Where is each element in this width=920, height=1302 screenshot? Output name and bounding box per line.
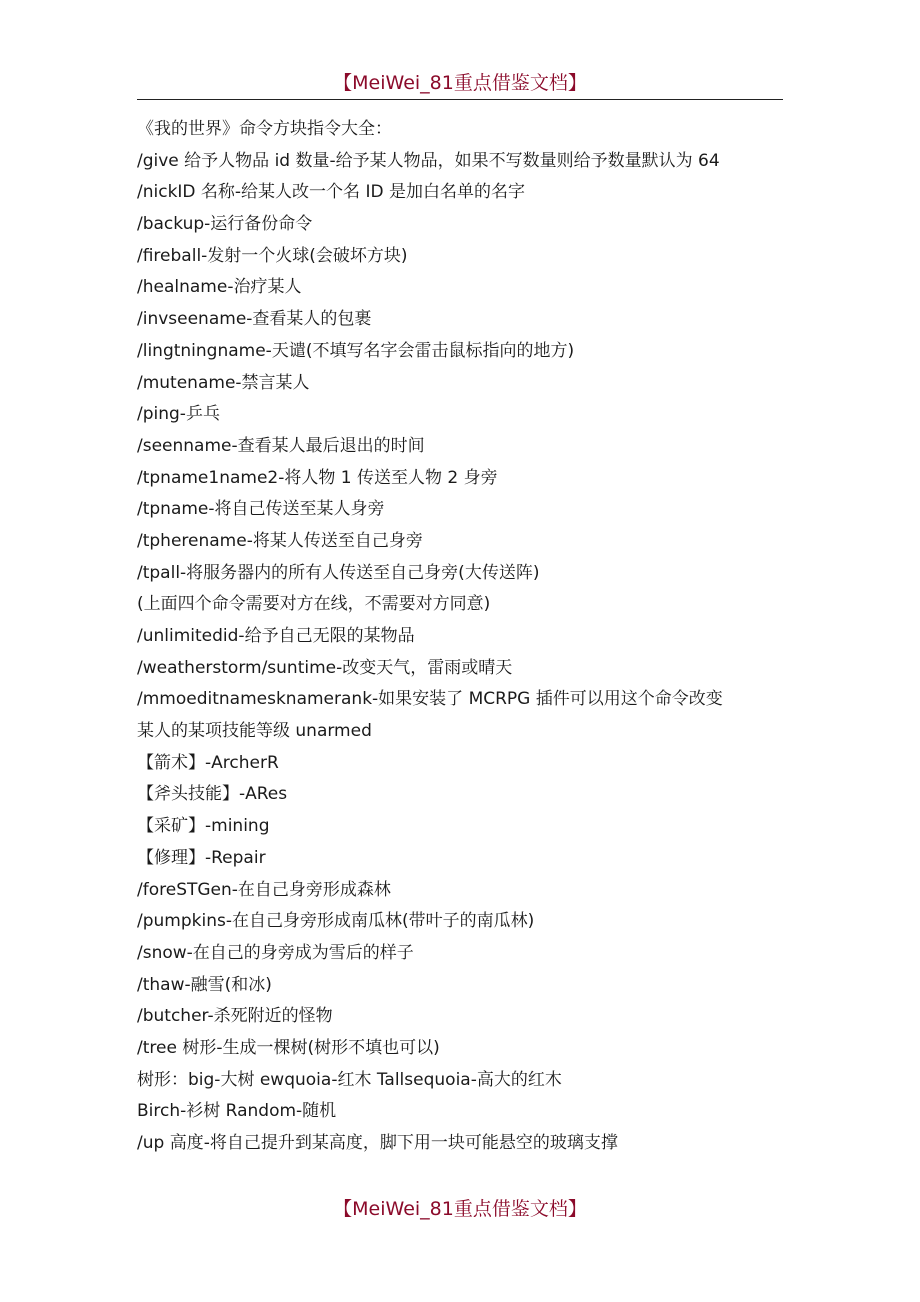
document-line: /give 给予人物品 id 数量-给予某人物品，如果不写数量则给予数量默认为 64 — [137, 150, 720, 171]
document-line: /backup-运行备份命令 — [137, 214, 313, 235]
document-line: /tpall-将服务器内的所有人传送至自己身旁(大传送阵) — [137, 562, 540, 583]
document-line: /butcher-杀死附近的怪物 — [137, 1006, 333, 1027]
header-divider — [137, 99, 783, 100]
document-line: (上面四个命令需要对方在线，不需要对方同意) — [137, 594, 491, 615]
document-line: /lingtningname-天谴(不填写名字会雷击鼠标指向的地方) — [137, 340, 575, 361]
document-line: /foreSTGen-在自己身旁形成森林 — [137, 879, 391, 900]
document-line: 《我的世界》命令方块指令大全： — [137, 119, 392, 139]
page-header: 【MeiWei_81重点借鉴文档】 — [333, 72, 587, 94]
document-line: /pumpkins-在自己身旁形成南瓜林(带叶子的南瓜林) — [137, 911, 535, 932]
document-line: /unlimitedid-给予自己无限的某物品 — [137, 626, 415, 646]
document-line: /snow-在自己的身旁成为雪后的样子 — [137, 942, 414, 963]
document-line: 【箭术】-ArcherR — [137, 752, 279, 773]
document-line: /fireball-发射一个火球(会破坏方块) — [137, 245, 408, 266]
document-line: Birch-衫树 Random-随机 — [137, 1101, 337, 1122]
document-line: /healname-治疗某人 — [137, 277, 302, 298]
document-line: 树形：big-大树 ewquoia-红木 Tallsequoia-高大的红木 — [137, 1069, 562, 1090]
document-line: /tpherename-将某人传送至自己身旁 — [137, 530, 423, 551]
document-line: /weatherstorm/suntime-改变天气，雷雨或晴天 — [137, 657, 513, 678]
document-line: /ping-乒乓 — [137, 404, 220, 425]
document-line: 【斧头技能】-ARes — [137, 784, 288, 805]
document-line: /tpname-将自己传送至某人身旁 — [137, 499, 385, 520]
document-line: /seenname-查看某人最后退出的时间 — [137, 435, 425, 456]
document-line: /mmoeditnamesknamerank-如果安装了 MCRPG 插件可以用这个命令改变 — [137, 689, 723, 710]
document-line: /tree 树形-生成一棵树(树形不填也可以) — [137, 1037, 440, 1058]
document-line: /mutename-禁言某人 — [137, 372, 310, 393]
document-line: /nickID 名称-给某人改一个名 ID 是加白名单的名字 — [137, 182, 525, 203]
document-line: 某人的某项技能等级 unarmed — [137, 721, 372, 742]
document-line: /up 高度-将自己提升到某高度，脚下用一块可能悬空的玻璃支撑 — [137, 1133, 618, 1153]
document-line: /tpname1name2-将人物 1 传送至人物 2 身旁 — [137, 467, 498, 488]
document-line: 【修理】-Repair — [137, 847, 266, 868]
page-footer: 【MeiWei_81重点借鉴文档】 — [333, 1198, 587, 1220]
document-line: /thaw-融雪(和冰) — [137, 974, 272, 995]
document-line: 【采矿】-mining — [137, 816, 270, 837]
document-body — [137, 114, 783, 1160]
document-line: /invseename-查看某人的包裹 — [137, 309, 372, 330]
